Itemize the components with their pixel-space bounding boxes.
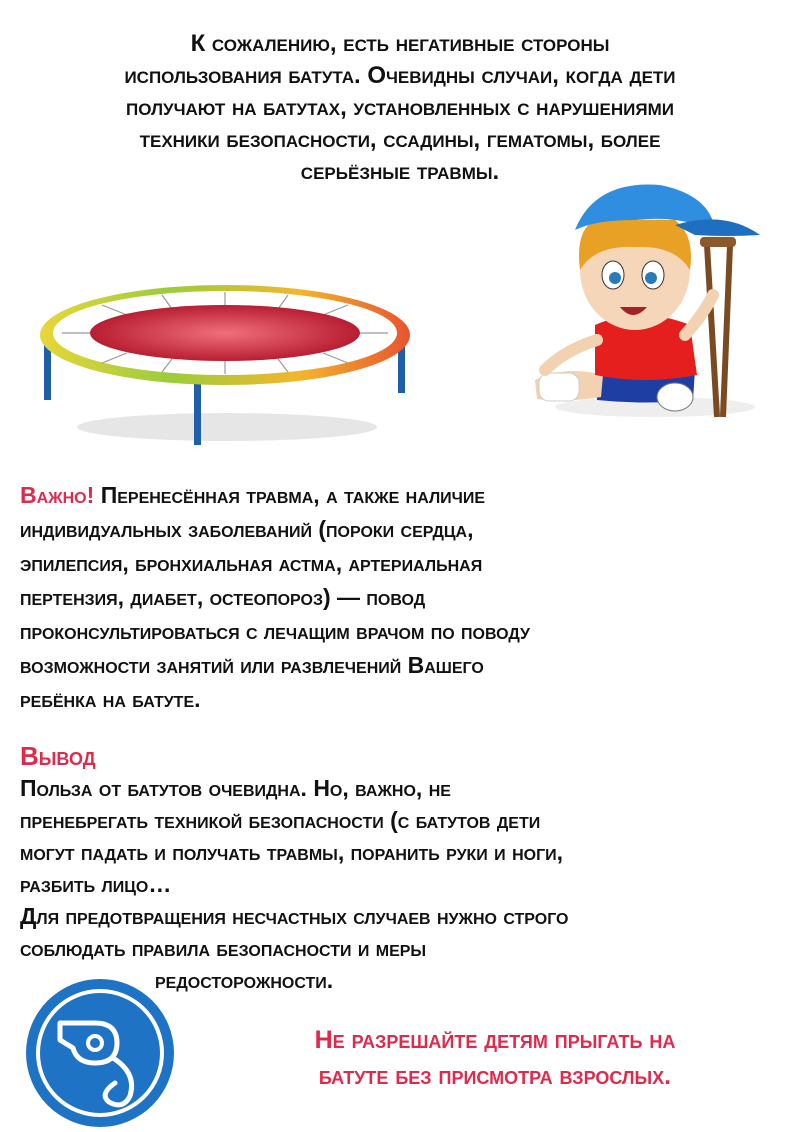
important-line: эпилепсия, бронхиальная астма, артериальная [20, 550, 483, 576]
whistle-sign-icon [25, 978, 175, 1128]
trampoline-mat [90, 305, 360, 361]
conclusion-heading: Вывод [20, 741, 96, 771]
intro-line: техники безопасности, ссадины, гематомы, более [139, 126, 661, 153]
boy-sneaker [657, 383, 693, 411]
intro-line: серьёзные травмы. [300, 158, 500, 185]
intro-line: получают на батутах, установленных с нарушениями [126, 94, 674, 121]
warning-line: батуте без присмотра взрослых. [318, 1062, 672, 1090]
conclusion-line: пренебрегать техникой безопасности (с батутов дети [20, 807, 541, 833]
bandage [539, 373, 579, 401]
boy-pupil [609, 272, 621, 284]
boy-pupil [645, 272, 657, 284]
conclusion-line: соблюдать правила безопасности и меры [20, 935, 427, 961]
important-label: Важно! [20, 482, 95, 508]
boy-cap-visor [675, 219, 760, 236]
conclusion-line: редосторожности. [155, 967, 334, 993]
crutch-top [700, 237, 736, 247]
trampoline-illustration [32, 275, 422, 455]
conclusion-section [20, 740, 795, 996]
important-line: индивидуальных заболеваний (пороки сердца, [20, 516, 474, 542]
intro-line: использования батута. Очевидны случаи, когда дети [124, 62, 676, 89]
crutch [723, 245, 730, 417]
warning-line: Не разрешайте детям прыгать на [314, 1026, 676, 1054]
conclusion-line: Польза от батутов очевидна. Но, важно, не [20, 775, 451, 801]
conclusion-line: Для предотвращения несчастных случаев нужно строго [20, 903, 569, 929]
warning-text [215, 1022, 775, 1094]
conclusion-line: могут падать и получать травмы, поранить руки и ноги, [20, 839, 564, 865]
intro-paragraph [0, 28, 800, 188]
important-line: проконсультироваться с лечащим врачом по поводу [20, 618, 530, 644]
injured-boy-illustration [525, 175, 765, 435]
trampoline-leg [194, 375, 201, 445]
important-line: пертензия, диабет, остеопороз) — повод [20, 584, 426, 610]
important-line: возможности занятий или развлечений Вашего [20, 652, 484, 678]
important-text: Перенесённая травма, а также наличие [100, 482, 486, 508]
intro-line: К сожалению, есть негативные стороны [190, 30, 610, 57]
conclusion-line: разбить лицо… [20, 871, 172, 897]
trampoline-shadow [77, 413, 377, 441]
important-line: ребёнка на батуте. [20, 686, 201, 712]
crutch [707, 245, 717, 417]
important-line [20, 478, 790, 512]
boy-arm [545, 340, 597, 370]
important-section [20, 478, 790, 716]
